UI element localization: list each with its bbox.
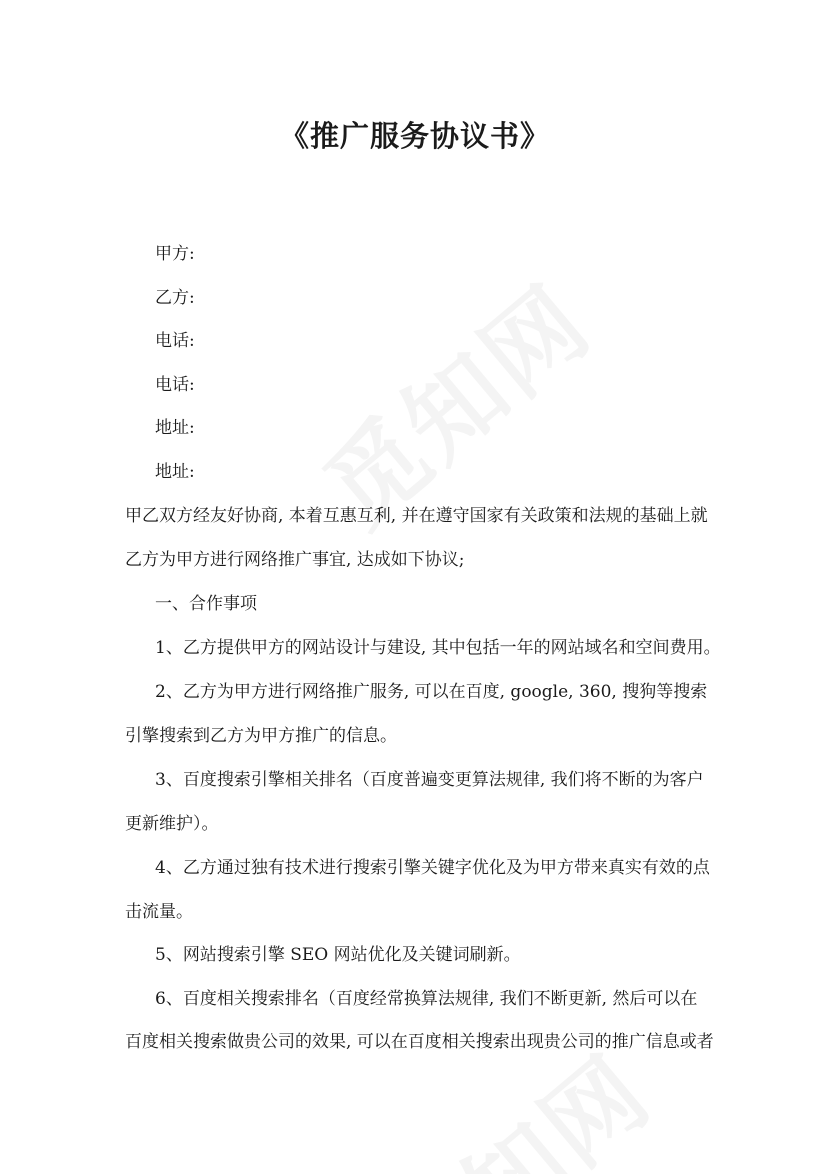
body-line: 引擎搜索到乙方为甲方推广的信息。 (125, 726, 397, 746)
section-heading: 一、合作事项 (155, 594, 257, 614)
body-line: 百度相关搜索做贵公司的效果, 可以在百度相关搜索出现贵公司的推广信息或者 (125, 1032, 714, 1052)
body-line: 1、乙方提供甲方的网站设计与建设, 其中包括一年的网站域名和空间费用。 (155, 638, 721, 658)
address-field: 地址: (155, 418, 195, 438)
body-line: 3、百度搜索引擎相关排名（百度普遍变更算法规律, 我们将不断的为客户 (155, 770, 704, 790)
party-b-field: 乙方: (155, 288, 195, 308)
body-line: 5、网站搜索引擎 SEO 网站优化及关键词刷新。 (155, 945, 521, 965)
phone-field: 电话: (155, 331, 195, 351)
body-line: 乙方为甲方进行网络推广事宜, 达成如下协议; (125, 550, 465, 570)
body-line: 更新维护）。 (125, 814, 219, 834)
document-title: 《推广服务协议书》 (279, 119, 550, 153)
body-line: 6、百度相关搜索排名（百度经常换算法规律, 我们不断更新, 然后可以在 (155, 989, 698, 1009)
address-field: 地址: (155, 462, 195, 482)
body-line: 击流量。 (125, 902, 193, 922)
phone-field: 电话: (155, 375, 195, 395)
body-line: 4、乙方通过独有技术进行搜索引擎关键字优化及为甲方带来真实有效的点 (155, 858, 710, 878)
body-line: 甲乙双方经友好协商, 本着互惠互利, 并在遵守国家有关政策和法规的基础上就 (125, 506, 708, 526)
party-a-field: 甲方: (155, 244, 195, 264)
body-line: 2、乙方为甲方进行网络推广服务, 可以在百度, google, 360, 搜狗等搜索 (155, 682, 708, 702)
